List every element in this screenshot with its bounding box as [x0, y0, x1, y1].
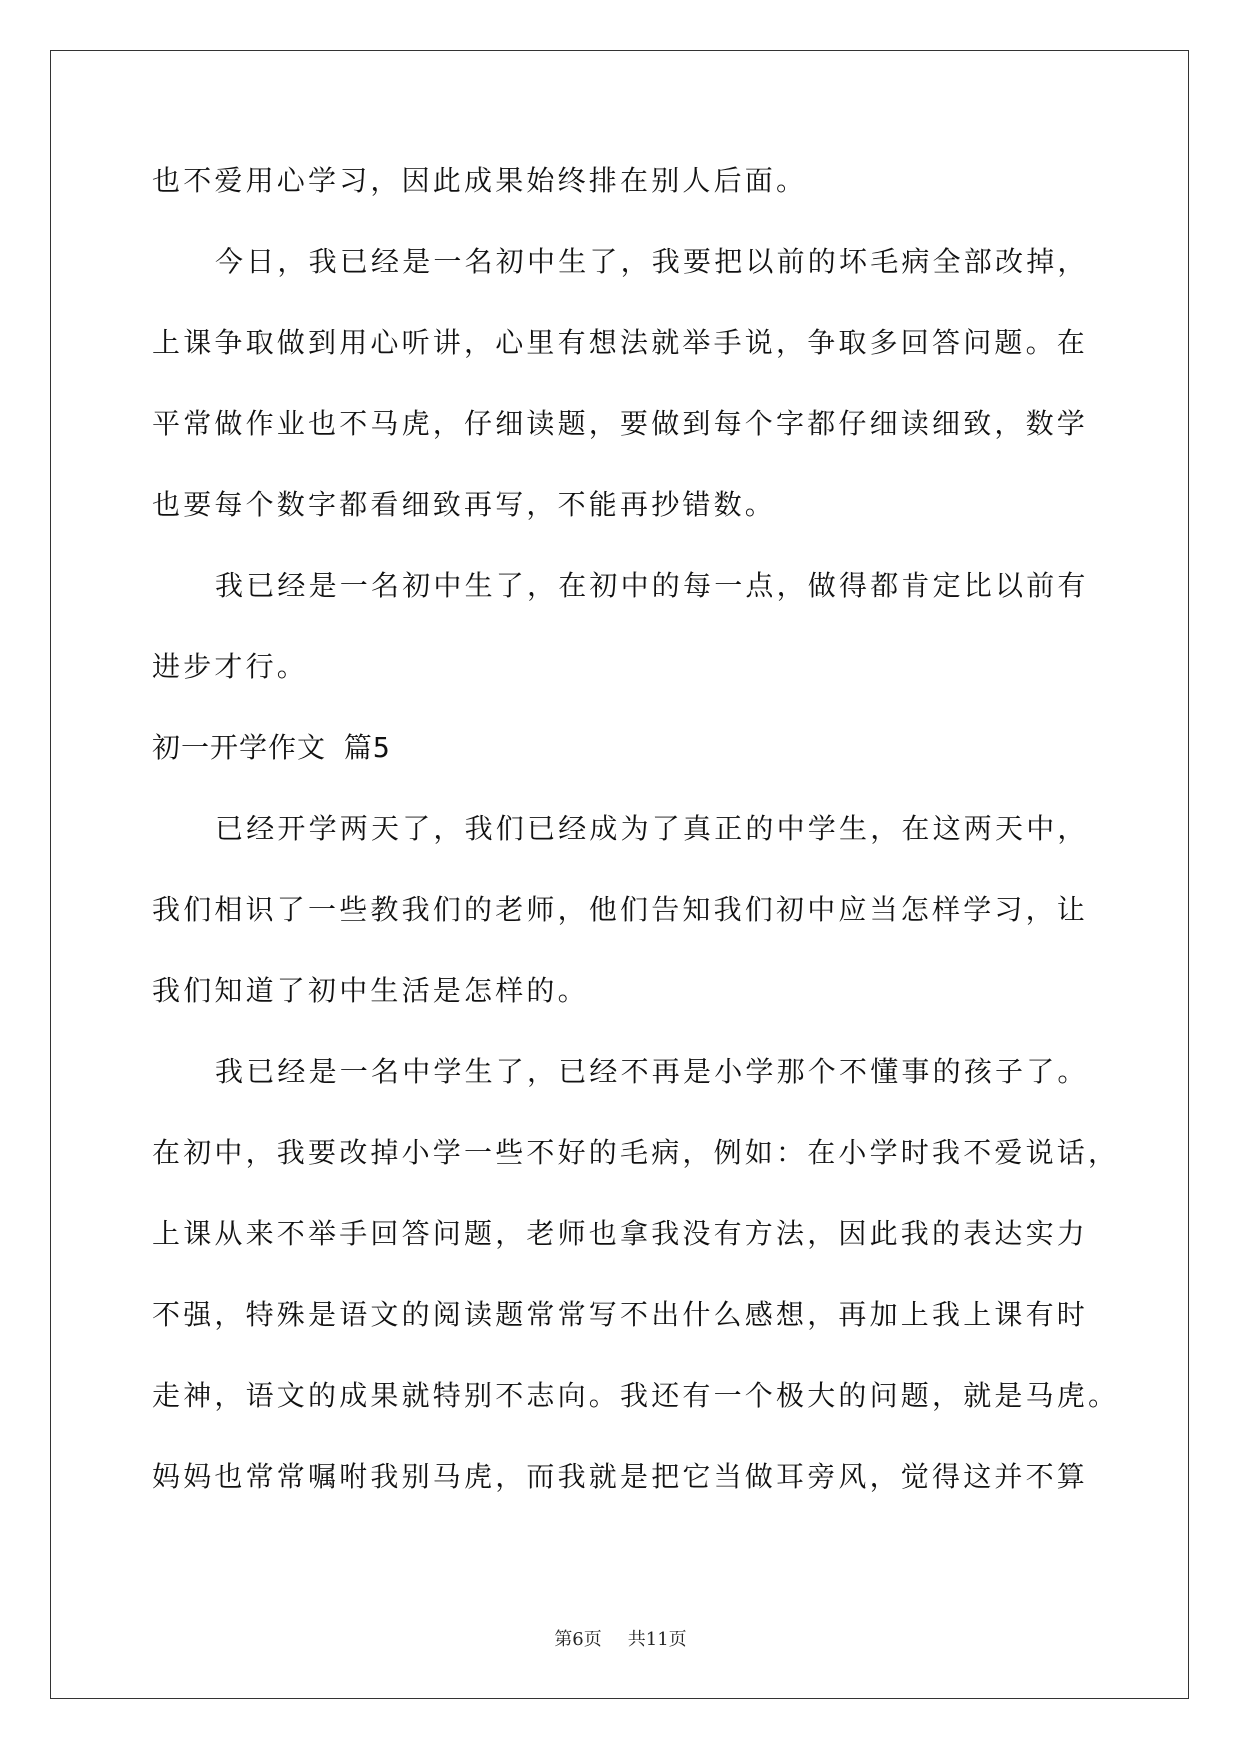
- text-line: 进步才行。: [152, 650, 309, 683]
- text-line: 我们相识了一些教我们的老师，他们告知我们初中应当怎样学习，让: [152, 893, 1089, 926]
- section-heading: 初一开学作文 篇5: [152, 731, 391, 764]
- page-number: 第6页: [554, 1629, 602, 1650]
- text-line: 妈妈也常常嘱咐我别马虎，而我就是把它当做耳旁风，觉得这并不算: [152, 1460, 1089, 1493]
- text-line: 也不爱用心学习，因此成果始终排在别人后面。: [152, 164, 808, 197]
- text-line: 平常做作业也不马虎，仔细读题，要做到每个字都仔细读细致，数学: [152, 407, 1089, 440]
- text-line: 也要每个数字都看细致再写，不能再抄错数。: [152, 488, 777, 521]
- text-line: 不强，特殊是语文的阅读题常常写不出什么感想，再加上我上课有时: [152, 1298, 1089, 1331]
- page-total: 共11页: [627, 1629, 687, 1650]
- page-footer: [0, 1628, 1241, 1652]
- paragraph-start: 已经开学两天了，我们已经成为了真正的中学生，在这两天中，: [215, 812, 1089, 845]
- document-body: [152, 140, 1120, 1517]
- paragraph-start: 我已经是一名中学生了，已经不再是小学那个不懂事的孩子了。: [215, 1055, 1089, 1088]
- text-line: 在初中，我要改掉小学一些不好的毛病，例如：在小学时我不爱说话，: [152, 1136, 1120, 1169]
- text-line: 我们知道了初中生活是怎样的。: [152, 974, 589, 1007]
- paragraph-start: 我已经是一名初中生了，在初中的每一点，做得都肯定比以前有: [215, 569, 1089, 602]
- text-line: 上课从来不举手回答问题，老师也拿我没有方法，因此我的表达实力: [152, 1217, 1089, 1250]
- text-line: 上课争取做到用心听讲，心里有想法就举手说，争取多回答问题。在: [152, 326, 1089, 359]
- paragraph-start: 今日，我已经是一名初中生了，我要把以前的坏毛病全部改掉，: [215, 245, 1089, 278]
- text-line: 走神，语文的成果就特别不志向。我还有一个极大的问题，就是马虎。: [152, 1379, 1120, 1412]
